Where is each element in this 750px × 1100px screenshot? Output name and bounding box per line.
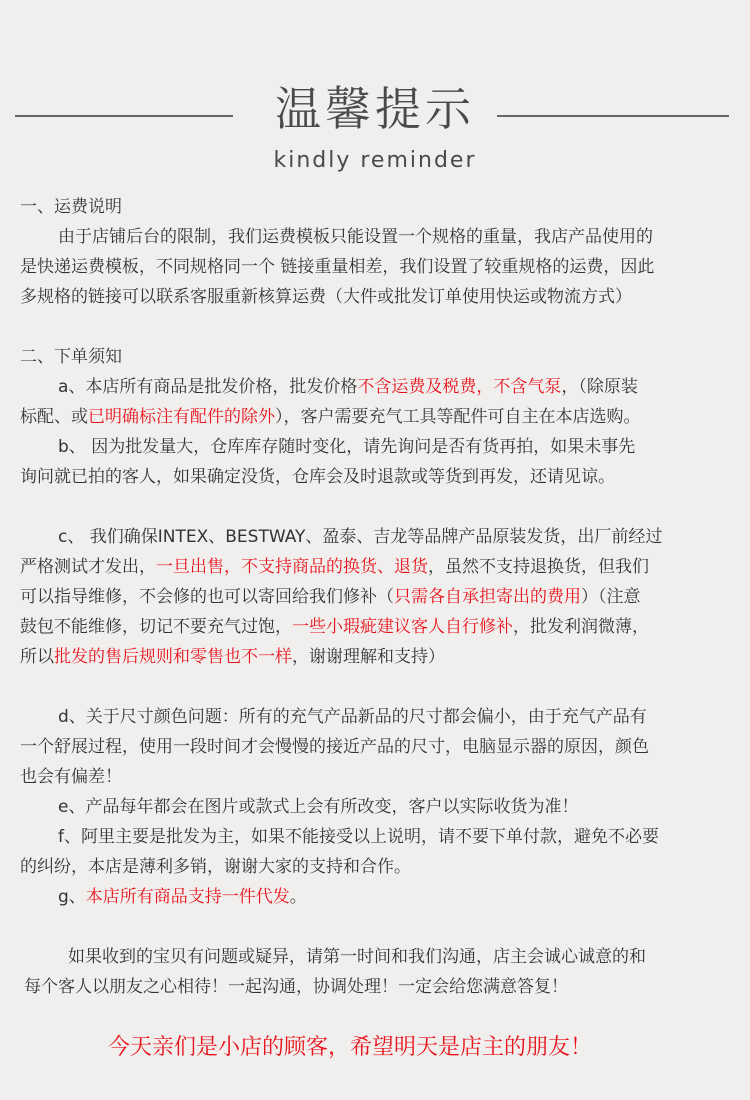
rule-a-text: ，（除原装 (561, 377, 638, 397)
rule-a-highlight: 已明确标注有配件的除外 (88, 407, 275, 427)
rule-c-text: 鼓包不能维修，切记不要充气过饱， (20, 617, 292, 637)
shipping-text-line: 由于店铺后台的限制，我们运费模板只能设置一个规格的重量，我店产品使用的 (58, 227, 653, 247)
shipping-text-line: 多规格的链接可以联系客服重新核算运费（大件或批发订单使用快运或物流方式） (20, 287, 632, 307)
rule-e-line: e、产品每年都会在图片或款式上会有所改变，客户以实际收货为准！ (58, 797, 579, 817)
order-heading: 二、下单须知 (20, 347, 122, 367)
rule-f-line: 的纠纷，本店是薄利多销，谢谢大家的支持和合作。 (20, 857, 411, 877)
rule-a-line (20, 402, 732, 432)
rule-g-highlight: 本店所有商品支持一件代发 (85, 887, 290, 907)
rule-c-highlight: 批发的售后规则和零售也不一样 (54, 647, 292, 667)
rule-a-text: ），客户需要充气工具等配件可自主在本店选购。 (275, 407, 641, 427)
spacer (20, 312, 732, 342)
rule-a-line (20, 372, 732, 402)
rule-a-text: 标配、或 (20, 407, 88, 427)
rule-c-highlight: 一些小瑕疵建议客人自行修补 (292, 617, 513, 637)
rule-c-text: 可以指导维修，不会修的也可以寄回给我们修补（ (20, 587, 394, 607)
rule-c-line (20, 582, 732, 612)
rule-a-text: a、本店所有商品是批发价格，批发价格 (58, 377, 358, 397)
spacer (20, 492, 732, 522)
rule-c-text: 严格测试才发出， (20, 557, 156, 577)
rule-d-line: 也会有偏差！ (20, 767, 122, 787)
rule-g-text: g、 (58, 887, 86, 907)
rule-d-line: d、关于尺寸颜色问题：所有的充气产品新品的尺寸都会偏小，由于充气产品有 (58, 707, 647, 727)
rule-g-line (20, 882, 732, 912)
page-title: 温馨提示 (275, 82, 475, 136)
rule-g-text: 。 (289, 887, 307, 907)
rule-c-text: ，批发利润微薄， (513, 617, 649, 637)
rule-c-highlight: 只需各自承担寄出的费用 (394, 587, 581, 607)
rule-b-line: b、 因为批发量大，仓库库存随时变化，请先询问是否有货再拍，如果未事先 (58, 437, 636, 457)
closing-line: 如果收到的宝贝有问题或疑异，请第一时间和我们沟通，店主会诚心诚意的和 (68, 947, 646, 967)
rule-c-highlight: 一旦出售，不支持商品的换货、退货 (156, 557, 428, 577)
rule-c-text: ，谢谢理解和支持） (292, 647, 445, 667)
closing-line: 每个客人以朋友之心相待！一起沟通，协调处理！一定会给您满意答复！ (24, 977, 568, 997)
rule-f-line: f、阿里主要是批发为主，如果不能接受以上说明，请不要下单付款，避免不必要 (58, 827, 659, 847)
spacer (20, 672, 732, 702)
rule-a-highlight: 不含运费及税费，不含气泵 (357, 377, 562, 397)
page-subtitle: kindly reminder (273, 148, 477, 173)
spacer (20, 912, 732, 942)
rule-c-line (20, 552, 732, 582)
rule-b-line: 询问就已拍的客人，如果确定没货，仓库会及时退款或等货到再发，还请见谅。 (20, 467, 615, 487)
header (0, 0, 750, 190)
notice-content (20, 192, 732, 1002)
rule-d-line: 一个舒展过程，使用一段时间才会慢慢的接近产品的尺寸，电脑显示器的原因，颜色 (20, 737, 649, 757)
rule-c-text: ）（注意 (581, 587, 641, 607)
rule-c-line (20, 612, 732, 642)
rule-c-text: ，虽然不支持退换货，但我们 (428, 557, 649, 577)
slogan: 今天亲们是小店的顾客，希望明天是店主的朋友！ (107, 1035, 592, 1060)
shipping-heading: 一、运费说明 (20, 197, 122, 217)
rule-c-text: 所以 (20, 647, 54, 667)
shipping-text-line: 是快递运费模板，不同规格同一个 链接重量相差，我们设置了较重规格的运费，因此 (20, 257, 655, 277)
rule-c-line (20, 642, 732, 672)
rule-c-line: c、 我们确保INTEX、BESTWAY、盈泰、吉龙等品牌产品原装发货，出厂前经过 (58, 527, 663, 547)
